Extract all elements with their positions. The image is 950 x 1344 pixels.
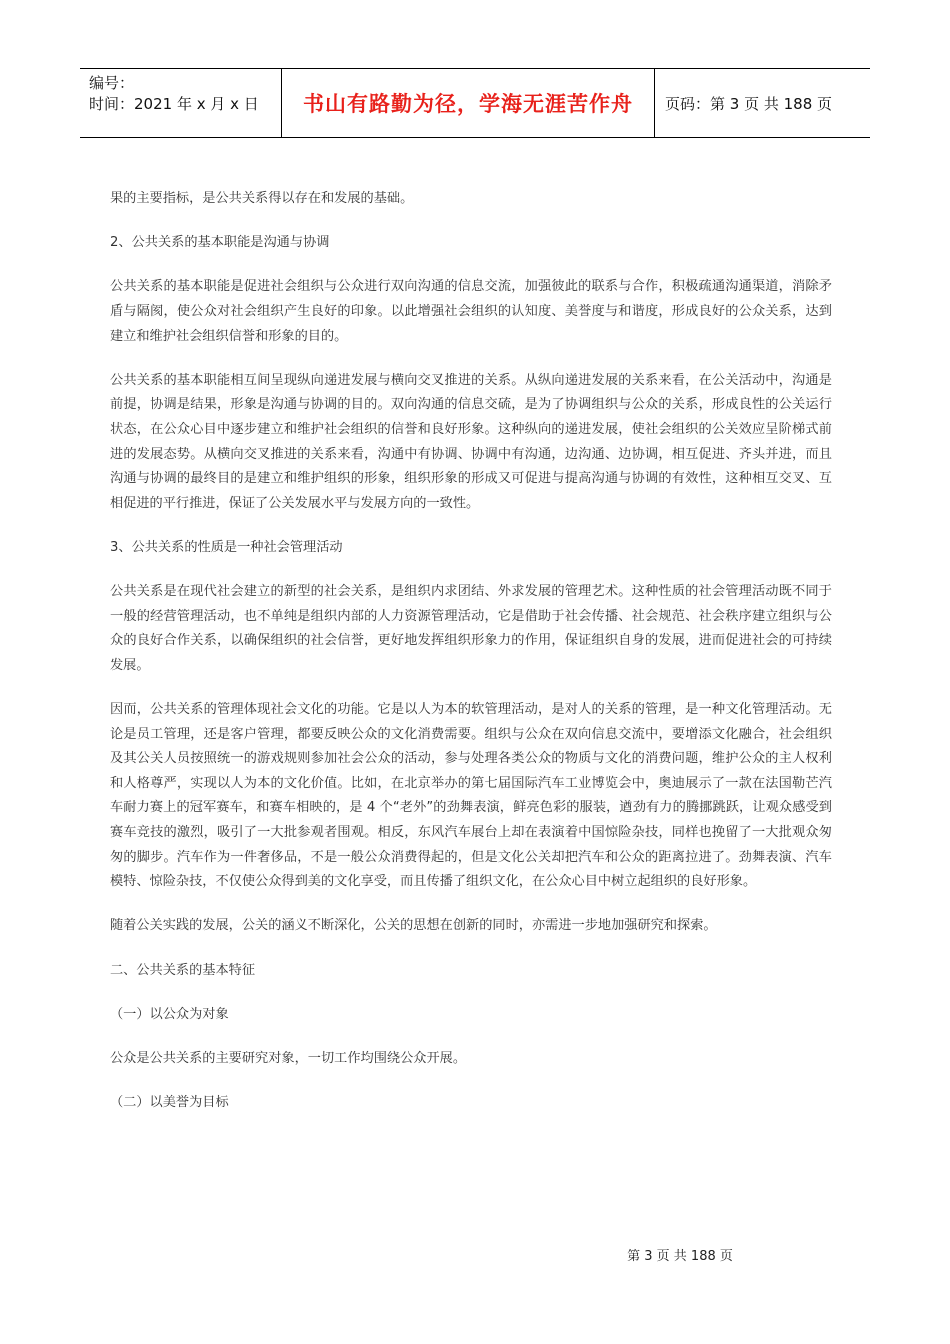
document-number-label: 编号： — [89, 74, 135, 92]
section-heading: 2、公共关系的基本职能是沟通与协调 — [110, 235, 330, 251]
document-date: 时间：2021 年 x 月 x 日 — [89, 95, 259, 113]
section-heading: 3、公共关系的性质是一种社会管理活动 — [110, 539, 343, 555]
header-meta — [80, 69, 281, 137]
subsection-heading: （二）以美誉为目标 — [110, 1095, 229, 1111]
page-header — [80, 68, 870, 138]
paragraph: 果的主要指标，是公共关系得以存在和发展的基础。 — [110, 191, 414, 206]
paragraph: 公众是公共关系的主要研究对象，一切工作均围绕公众开展。 — [110, 1050, 467, 1066]
paragraph: 公共关系的基本职能相互间呈现纵向递进发展与横向交叉推进的关系。从纵向递进发展的关系来看，在公关活动中，沟通是前提，协调是结果，形象是沟通与协调的目的。双向沟通的信息交硫，是为了协调组织与公众的关系，形成良性的公关运行状态，在公众心目中逐步建立和维护社会组织的信誉和良好形象。这种纵向的递进发展，使社会组织的公关效应呈阶梯式前进的发展态势。从横向交叉推进的关系来看，沟通中有协调、协调中有沟通，边沟通、边协调，相互促进、齐头并进，而且沟通与协调的最终目的是建立和维护组织的形象，组织形象的形成又可促进与提高沟通与协调的有效性，这种相互交叉、互相促进的平行推进，保证了公关发展水平与发展方向的一致性。 — [110, 372, 832, 511]
paragraph: 随着公关实践的发展，公关的涵义不断深化，公关的思想在创新的同时，亦需进一步地加强研究和探索。 — [110, 918, 717, 934]
paragraph: 公共关系的基本职能是促进社会组织与公众进行双向沟通的信息交流，加强彼此的联系与合作，积极疏通沟通渠道，消除矛盾与隔阂，使公众对社会组织产生良好的印象。以此增强社会组织的认知度、美誉度与和谐度，形成良好的公众关系，达到建立和维护社会组织信誉和形象的目的。 — [110, 279, 832, 344]
document-body — [110, 187, 832, 1135]
header-page-info: 页码：第 3 页 共 188 页 — [665, 94, 833, 113]
paragraph: 因而，公共关系的管理体现社会文化的功能。它是以人为本的软管理活动，是对人的关系的管理，是一种文化管理活动。无论是员工管理，还是客户管理，都要反映公众的文化消费需要。组织与公众在双向信息交流中，要增添文化融合，社会组织及其公关人员按照统一的游戏规则参加社会公众的活动，参与处理各类公众的物质与文化的消费问题，维护公众的主人权利和人格尊严，实现以人为本的文化价值。比如，在北京举办的第七届国际汽车工业博览会中，奥迪展示了一款在法国勒芒汽车耐力赛上的冠军赛车，和赛车相映的，是 4 个“老外”的劲舞表演，鲜亮色彩的服装，遒劲有力的腾挪跳跃，让观众感受到赛车竞技的激烈，吸引了一大批参观者围观。相反，东风汽车展台上却在表演着中国惊险杂技，同样也挽留了一大批观众匆匆的脚步。汽车作为一件奢侈品，不是一般公众消费得起的，但是文化公关却把汽车和公众的距离拉进了。劲舞表演、汽车模特、惊险杂技，不仅使公众得到美的文化享受，而且传播了组织文化，在公众心目中树立起组织的良好形象。 — [110, 702, 832, 890]
section-heading: 二、公共关系的基本特征 — [110, 962, 256, 978]
page-footer: 第 3 页 共 188 页 — [627, 1249, 733, 1264]
header-motto: 书山有路勤为径，学海无涯苦作舟 — [281, 69, 655, 137]
subsection-heading: （一）以公众为对象 — [110, 1006, 229, 1022]
paragraph: 公共关系是在现代社会建立的新型的社会关系，是组织内求团结、外求发展的管理艺术。这种性质的社会管理活动既不同于一般的经营管理活动，也不单纯是组织内部的人力资源管理活动，它是借助于社会传播、社会规范、社会秩序建立组织与公众的良好合作关系，以确保组织的社会信誉，更好地发挥组织形象力的作用，保证组织自身的发展，进而促进社会的可持续发展。 — [110, 584, 832, 673]
